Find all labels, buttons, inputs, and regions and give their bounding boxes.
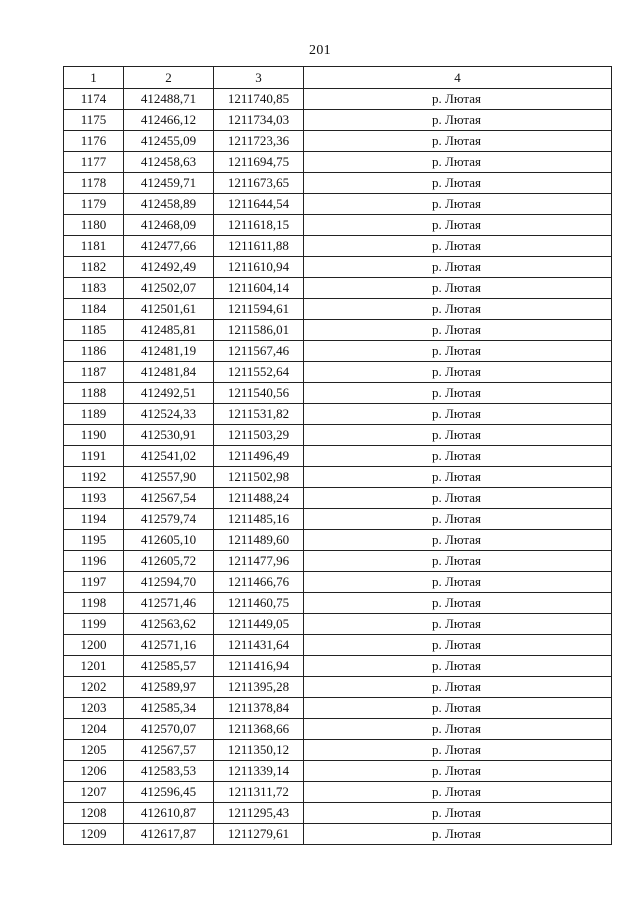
table-row	[64, 467, 612, 488]
object-name-cell: р. Лютая	[304, 551, 612, 572]
object-name-cell: р. Лютая	[304, 236, 612, 257]
y-coordinate-cell: 1211416,94	[214, 656, 304, 677]
object-name-cell: р. Лютая	[304, 803, 612, 824]
object-name-cell: р. Лютая	[304, 824, 612, 845]
x-coordinate-cell: 412605,72	[124, 551, 214, 572]
y-coordinate-cell: 1211503,29	[214, 425, 304, 446]
object-name-cell: р. Лютая	[304, 131, 612, 152]
y-coordinate-cell: 1211586,01	[214, 320, 304, 341]
y-coordinate-cell: 1211449,05	[214, 614, 304, 635]
object-name-cell: р. Лютая	[304, 215, 612, 236]
x-coordinate-cell: 412567,57	[124, 740, 214, 761]
point-number-cell: 1180	[64, 215, 124, 236]
x-coordinate-cell: 412468,09	[124, 215, 214, 236]
y-coordinate-cell: 1211485,16	[214, 509, 304, 530]
table-row	[64, 173, 612, 194]
point-number-cell: 1185	[64, 320, 124, 341]
table-row	[64, 740, 612, 761]
point-number-cell: 1206	[64, 761, 124, 782]
object-name-cell: р. Лютая	[304, 488, 612, 509]
y-coordinate-cell: 1211350,12	[214, 740, 304, 761]
point-number-cell: 1182	[64, 257, 124, 278]
x-coordinate-cell: 412530,91	[124, 425, 214, 446]
y-coordinate-cell: 1211740,85	[214, 89, 304, 110]
point-number-cell: 1186	[64, 341, 124, 362]
object-name-cell: р. Лютая	[304, 509, 612, 530]
x-coordinate-cell: 412485,81	[124, 320, 214, 341]
table-row	[64, 614, 612, 635]
table-row	[64, 782, 612, 803]
object-name-cell: р. Лютая	[304, 110, 612, 131]
x-coordinate-cell: 412571,46	[124, 593, 214, 614]
point-number-cell: 1183	[64, 278, 124, 299]
object-name-cell: р. Лютая	[304, 194, 612, 215]
object-name-cell: р. Лютая	[304, 362, 612, 383]
header-row	[64, 67, 612, 89]
table-row	[64, 299, 612, 320]
point-number-cell: 1193	[64, 488, 124, 509]
x-coordinate-cell: 412589,97	[124, 677, 214, 698]
y-coordinate-cell: 1211339,14	[214, 761, 304, 782]
y-coordinate-cell: 1211295,43	[214, 803, 304, 824]
x-coordinate-cell: 412570,07	[124, 719, 214, 740]
table-row	[64, 194, 612, 215]
x-coordinate-cell: 412481,19	[124, 341, 214, 362]
y-coordinate-cell: 1211531,82	[214, 404, 304, 425]
x-coordinate-cell: 412524,33	[124, 404, 214, 425]
table-row	[64, 257, 612, 278]
y-coordinate-cell: 1211496,49	[214, 446, 304, 467]
x-coordinate-cell: 412477,66	[124, 236, 214, 257]
x-coordinate-cell: 412492,49	[124, 257, 214, 278]
x-coordinate-cell: 412466,12	[124, 110, 214, 131]
y-coordinate-cell: 1211431,64	[214, 635, 304, 656]
y-coordinate-cell: 1211395,28	[214, 677, 304, 698]
table-row	[64, 446, 612, 467]
header-cell-col-4: 4	[304, 67, 612, 89]
y-coordinate-cell: 1211466,76	[214, 572, 304, 593]
table-row	[64, 278, 612, 299]
x-coordinate-cell: 412579,74	[124, 509, 214, 530]
object-name-cell: р. Лютая	[304, 446, 612, 467]
y-coordinate-cell: 1211594,61	[214, 299, 304, 320]
point-number-cell: 1192	[64, 467, 124, 488]
object-name-cell: р. Лютая	[304, 782, 612, 803]
point-number-cell: 1196	[64, 551, 124, 572]
y-coordinate-cell: 1211368,66	[214, 719, 304, 740]
table-row	[64, 635, 612, 656]
point-number-cell: 1207	[64, 782, 124, 803]
point-number-cell: 1202	[64, 677, 124, 698]
x-coordinate-cell: 412488,71	[124, 89, 214, 110]
point-number-cell: 1195	[64, 530, 124, 551]
table-row	[64, 488, 612, 509]
point-number-cell: 1194	[64, 509, 124, 530]
table-row	[64, 551, 612, 572]
x-coordinate-cell: 412567,54	[124, 488, 214, 509]
table-row	[64, 656, 612, 677]
object-name-cell: р. Лютая	[304, 719, 612, 740]
object-name-cell: р. Лютая	[304, 89, 612, 110]
x-coordinate-cell: 412585,34	[124, 698, 214, 719]
object-name-cell: р. Лютая	[304, 425, 612, 446]
x-coordinate-cell: 412583,53	[124, 761, 214, 782]
table-row	[64, 362, 612, 383]
object-name-cell: р. Лютая	[304, 761, 612, 782]
point-number-cell: 1178	[64, 173, 124, 194]
y-coordinate-cell: 1211378,84	[214, 698, 304, 719]
x-coordinate-cell: 412492,51	[124, 383, 214, 404]
x-coordinate-cell: 412557,90	[124, 467, 214, 488]
x-coordinate-cell: 412459,71	[124, 173, 214, 194]
page-number: 201	[309, 43, 331, 58]
point-number-cell: 1191	[64, 446, 124, 467]
x-coordinate-cell: 412571,16	[124, 635, 214, 656]
x-coordinate-cell: 412481,84	[124, 362, 214, 383]
object-name-cell: р. Лютая	[304, 740, 612, 761]
y-coordinate-cell: 1211611,88	[214, 236, 304, 257]
table-row	[64, 110, 612, 131]
table-row	[64, 131, 612, 152]
object-name-cell: р. Лютая	[304, 572, 612, 593]
table-row	[64, 236, 612, 257]
table-row	[64, 320, 612, 341]
table-row	[64, 425, 612, 446]
x-coordinate-cell: 412610,87	[124, 803, 214, 824]
point-number-cell: 1188	[64, 383, 124, 404]
point-number-cell: 1181	[64, 236, 124, 257]
table-row	[64, 215, 612, 236]
y-coordinate-cell: 1211311,72	[214, 782, 304, 803]
coordinates-table	[63, 66, 612, 845]
point-number-cell: 1199	[64, 614, 124, 635]
object-name-cell: р. Лютая	[304, 677, 612, 698]
table-row	[64, 761, 612, 782]
table-row	[64, 698, 612, 719]
y-coordinate-cell: 1211694,75	[214, 152, 304, 173]
y-coordinate-cell: 1211477,96	[214, 551, 304, 572]
object-name-cell: р. Лютая	[304, 173, 612, 194]
table-row	[64, 404, 612, 425]
y-coordinate-cell: 1211644,54	[214, 194, 304, 215]
object-name-cell: р. Лютая	[304, 593, 612, 614]
y-coordinate-cell: 1211734,03	[214, 110, 304, 131]
object-name-cell: р. Лютая	[304, 299, 612, 320]
x-coordinate-cell: 412458,89	[124, 194, 214, 215]
y-coordinate-cell: 1211604,14	[214, 278, 304, 299]
point-number-cell: 1187	[64, 362, 124, 383]
object-name-cell: р. Лютая	[304, 530, 612, 551]
header-cell-col-1: 1	[64, 67, 124, 89]
table-row	[64, 89, 612, 110]
y-coordinate-cell: 1211540,56	[214, 383, 304, 404]
table-row	[64, 677, 612, 698]
point-number-cell: 1174	[64, 89, 124, 110]
x-coordinate-cell: 412563,62	[124, 614, 214, 635]
table-row	[64, 152, 612, 173]
x-coordinate-cell: 412541,02	[124, 446, 214, 467]
x-coordinate-cell: 412458,63	[124, 152, 214, 173]
table-row	[64, 719, 612, 740]
y-coordinate-cell: 1211552,64	[214, 362, 304, 383]
y-coordinate-cell: 1211673,65	[214, 173, 304, 194]
point-number-cell: 1197	[64, 572, 124, 593]
x-coordinate-cell: 412617,87	[124, 824, 214, 845]
point-number-cell: 1177	[64, 152, 124, 173]
object-name-cell: р. Лютая	[304, 152, 612, 173]
point-number-cell: 1190	[64, 425, 124, 446]
point-number-cell: 1198	[64, 593, 124, 614]
y-coordinate-cell: 1211460,75	[214, 593, 304, 614]
x-coordinate-cell: 412502,07	[124, 278, 214, 299]
x-coordinate-cell: 412455,09	[124, 131, 214, 152]
object-name-cell: р. Лютая	[304, 278, 612, 299]
table-row	[64, 593, 612, 614]
point-number-cell: 1208	[64, 803, 124, 824]
object-name-cell: р. Лютая	[304, 614, 612, 635]
point-number-cell: 1176	[64, 131, 124, 152]
table-row	[64, 572, 612, 593]
point-number-cell: 1203	[64, 698, 124, 719]
object-name-cell: р. Лютая	[304, 341, 612, 362]
header-cell-col-2: 2	[124, 67, 214, 89]
x-coordinate-cell: 412596,45	[124, 782, 214, 803]
header-cell-col-3: 3	[214, 67, 304, 89]
table-header	[64, 67, 612, 89]
y-coordinate-cell: 1211610,94	[214, 257, 304, 278]
x-coordinate-cell: 412605,10	[124, 530, 214, 551]
object-name-cell: р. Лютая	[304, 656, 612, 677]
table-row	[64, 509, 612, 530]
point-number-cell: 1175	[64, 110, 124, 131]
table-body	[64, 89, 612, 845]
table-row	[64, 383, 612, 404]
point-number-cell: 1189	[64, 404, 124, 425]
x-coordinate-cell: 412594,70	[124, 572, 214, 593]
y-coordinate-cell: 1211488,24	[214, 488, 304, 509]
y-coordinate-cell: 1211567,46	[214, 341, 304, 362]
object-name-cell: р. Лютая	[304, 257, 612, 278]
x-coordinate-cell: 412585,57	[124, 656, 214, 677]
point-number-cell: 1179	[64, 194, 124, 215]
y-coordinate-cell: 1211723,36	[214, 131, 304, 152]
object-name-cell: р. Лютая	[304, 320, 612, 341]
point-number-cell: 1201	[64, 656, 124, 677]
y-coordinate-cell: 1211502,98	[214, 467, 304, 488]
y-coordinate-cell: 1211489,60	[214, 530, 304, 551]
table-row	[64, 341, 612, 362]
x-coordinate-cell: 412501,61	[124, 299, 214, 320]
point-number-cell: 1184	[64, 299, 124, 320]
point-number-cell: 1209	[64, 824, 124, 845]
object-name-cell: р. Лютая	[304, 698, 612, 719]
object-name-cell: р. Лютая	[304, 467, 612, 488]
table-row	[64, 803, 612, 824]
y-coordinate-cell: 1211279,61	[214, 824, 304, 845]
table-row	[64, 530, 612, 551]
point-number-cell: 1204	[64, 719, 124, 740]
object-name-cell: р. Лютая	[304, 404, 612, 425]
y-coordinate-cell: 1211618,15	[214, 215, 304, 236]
point-number-cell: 1205	[64, 740, 124, 761]
object-name-cell: р. Лютая	[304, 635, 612, 656]
table-row	[64, 824, 612, 845]
object-name-cell: р. Лютая	[304, 383, 612, 404]
point-number-cell: 1200	[64, 635, 124, 656]
